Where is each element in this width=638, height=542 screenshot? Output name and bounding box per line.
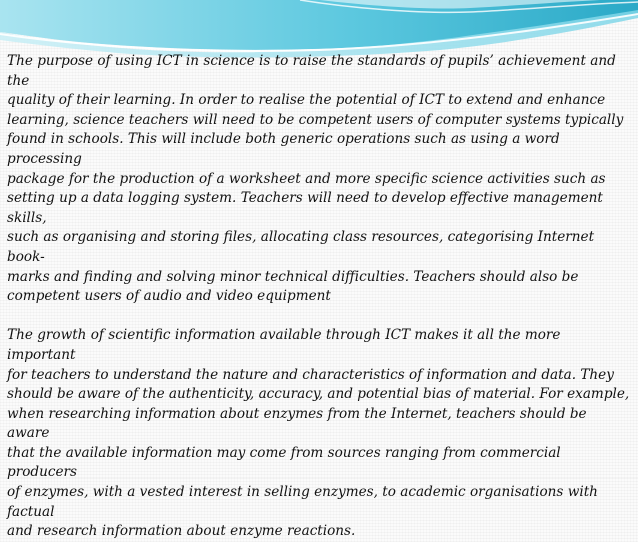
slide-body xyxy=(7,52,633,542)
paragraph-scientific-information: The growth of scientific information available through ICT makes it all the more important for teachers to understand the nature and characteristics of information and data. They should be aware of the authenticity, accuracy, and potential bias of material. For example, when researching information about enzymes from the Internet, teachers should be aware that the available information may come from sources ranging from commercial producers of enzymes, with a vested interest in selling enzymes, to academic organisations with factual and research information about enzyme reactions. xyxy=(7,327,630,540)
paragraph-ict-purpose: The purpose of using ICT in science is to raise the standards of pupils’ achievement and the quality of their learning. In order to realise the potential of ICT to extend and enhance learning, science teachers will need to be competent users of computer systems typically found in schools. This will include both generic operations such as using a word processing package for the production of a worksheet and more specific science activities such as setting up a data logging system. Teachers will need to develop effective management skills, such as organising and storing files, allocating class resources, categorising Internet book- marks and finding and solving minor technical difficulties. Teachers should also be competent users of audio and video equipment xyxy=(7,53,624,305)
